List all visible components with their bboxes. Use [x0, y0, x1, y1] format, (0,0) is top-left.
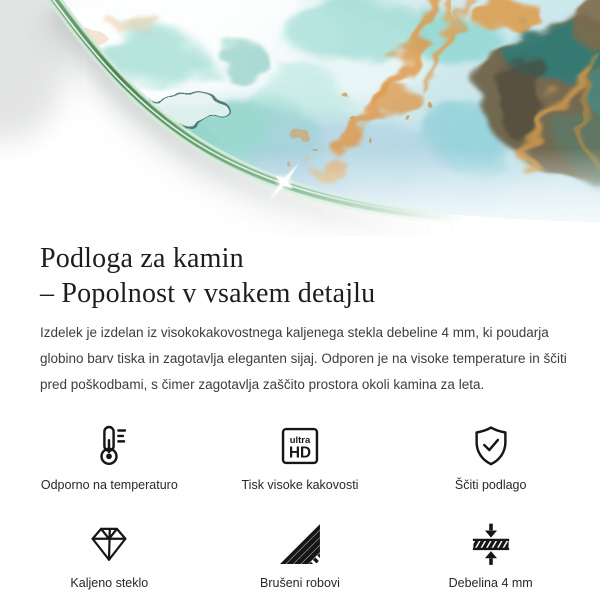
feature-label: Brušeni robovi — [260, 576, 340, 590]
feature-label: Odporno na temperaturo — [40, 478, 178, 492]
ultra-hd-icon-text-top: ultra — [289, 435, 311, 447]
feature-heat-resistant — [14, 422, 205, 492]
diamond-icon — [14, 520, 205, 568]
page-title — [40, 241, 568, 311]
feature-grid — [0, 422, 600, 590]
feature-protects-surface — [395, 422, 586, 492]
product-info-section — [0, 236, 600, 398]
hero-product-image — [0, 0, 600, 236]
shield-check-icon — [395, 422, 586, 470]
thickness-4mm-icon — [395, 520, 586, 568]
thermometer-icon — [14, 422, 205, 470]
ultra-hd-icon-text-bottom: HD — [288, 444, 311, 462]
page-title-line2: – Popolnost v vsakem detajlu — [40, 278, 376, 309]
product-description: Izdelek je izdelan iz visokokakovostnega kaljenega stekla debeline 4 mm, ki poudarja globino barv tiska in zagotavlja eleganten sijaj. Odporen je na visoke temperature in ščiti pred poškodbami, s čimer zagotavlja zaščito prostora okoli kamina za leta. — [40, 325, 567, 392]
feature-label: Debelina 4 mm — [448, 576, 533, 590]
feature-thickness-4mm — [395, 520, 586, 590]
feature-label: Ščiti podlago — [454, 478, 527, 492]
feature-label: Kaljeno steklo — [70, 576, 149, 590]
feature-label: Tisk visoke kakovosti — [241, 478, 359, 492]
page-title-line1: Podloga za kamin — [40, 243, 244, 274]
feature-tempered-glass — [14, 520, 205, 590]
glass-panel-illustration — [0, 0, 600, 236]
brushed-edges-icon — [205, 520, 396, 568]
feature-polished-edges — [205, 520, 396, 590]
ultra-hd-icon — [205, 422, 396, 470]
feature-print-quality — [205, 422, 396, 492]
